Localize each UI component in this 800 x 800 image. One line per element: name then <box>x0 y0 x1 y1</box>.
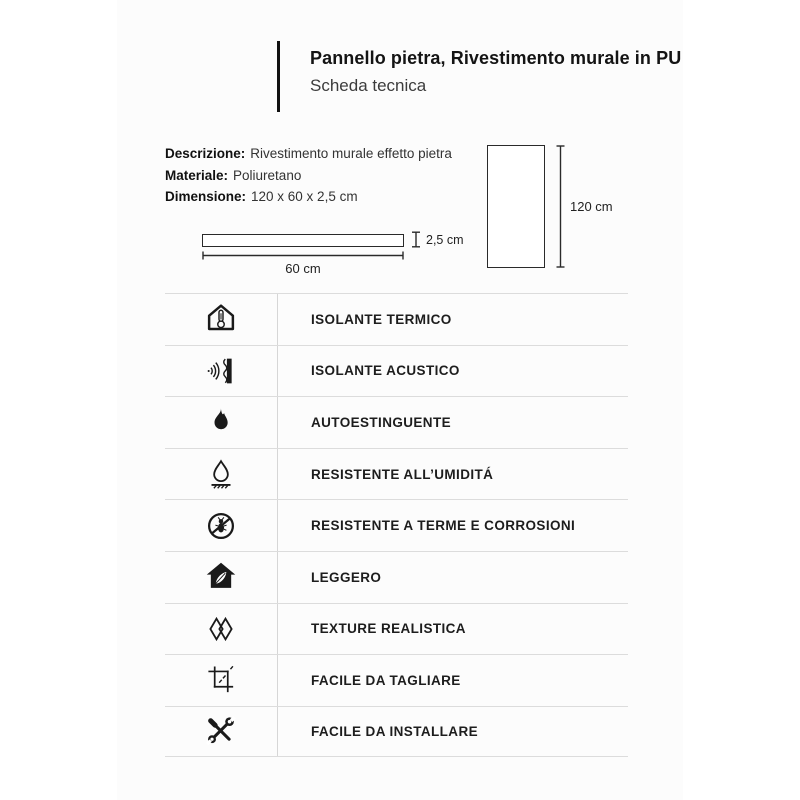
lightweight-icon <box>165 552 278 603</box>
thickness-label: 2,5 cm <box>426 233 464 247</box>
header <box>310 46 681 97</box>
spec-list <box>165 143 452 208</box>
feature-label: RESISTENTE ALL’UMIDITÁ <box>311 466 494 482</box>
feature-label: RESISTENTE A TERME E CORROSIONI <box>311 518 576 534</box>
feature-label-cell <box>278 294 628 345</box>
page-subtitle: Scheda tecnica <box>310 76 427 95</box>
feature-label: AUTOESTINGUENTE <box>311 414 452 430</box>
easy-cut-icon <box>165 655 278 706</box>
feature-row-resistente-terme <box>165 499 628 551</box>
termite-resistant-icon <box>165 500 278 551</box>
feature-row-isolante-acustico <box>165 345 628 397</box>
spec-label: Descrizione: <box>165 146 246 161</box>
header-accent-bar <box>277 41 280 112</box>
feature-label-cell <box>278 500 628 551</box>
height-measure-line <box>555 145 566 268</box>
feature-row-facile-tagliare <box>165 654 628 706</box>
moisture-resistant-icon <box>165 449 278 500</box>
acoustic-insulation-icon <box>165 346 278 397</box>
feature-label-cell <box>278 552 628 603</box>
feature-label: ISOLANTE TERMICO <box>311 311 452 327</box>
feature-label-cell <box>278 655 628 706</box>
self-extinguishing-icon <box>165 397 278 448</box>
feature-label-cell <box>278 449 628 500</box>
spec-dimension <box>165 186 452 208</box>
spec-material <box>165 165 452 187</box>
feature-label-cell <box>278 604 628 655</box>
spec-label: Dimensione: <box>165 189 247 204</box>
feature-label-cell <box>278 346 628 397</box>
feature-label: FACILE DA INSTALLARE <box>311 724 478 740</box>
page-title: Pannello pietra, Rivestimento murale in PU <box>310 48 682 68</box>
spec-value: Poliuretano <box>233 167 302 183</box>
feature-label: FACILE DA TAGLIARE <box>311 672 461 688</box>
feature-label-cell <box>278 707 628 757</box>
panel-side-view <box>202 234 404 247</box>
width-label: 60 cm <box>285 261 321 276</box>
feature-row-texture-realistica <box>165 603 628 655</box>
feature-table <box>165 293 628 757</box>
spec-value: Rivestimento murale effetto pietra <box>250 146 452 161</box>
thermal-insulation-icon <box>165 294 278 345</box>
feature-label-cell <box>278 397 628 448</box>
feature-label: LEGGERO <box>311 569 382 585</box>
spec-label: Materiale: <box>165 167 229 183</box>
panel-front-view <box>487 145 545 268</box>
feature-row-facile-installare <box>165 706 628 758</box>
feature-label: TEXTURE REALISTICA <box>311 621 466 637</box>
width-measure-line <box>202 250 404 261</box>
feature-label: ISOLANTE ACUSTICO <box>311 363 460 379</box>
height-label: 120 cm <box>570 199 613 214</box>
feature-row-leggero <box>165 551 628 603</box>
feature-row-isolante-termico <box>165 293 628 345</box>
feature-row-autoestinguente <box>165 396 628 448</box>
easy-install-icon <box>165 707 278 757</box>
feature-row-resistente-umidita <box>165 448 628 500</box>
spec-value: 120 x 60 x 2,5 cm <box>251 189 358 204</box>
realistic-texture-icon <box>165 604 278 655</box>
spec-description <box>165 143 452 165</box>
thickness-measure-line <box>410 231 422 248</box>
